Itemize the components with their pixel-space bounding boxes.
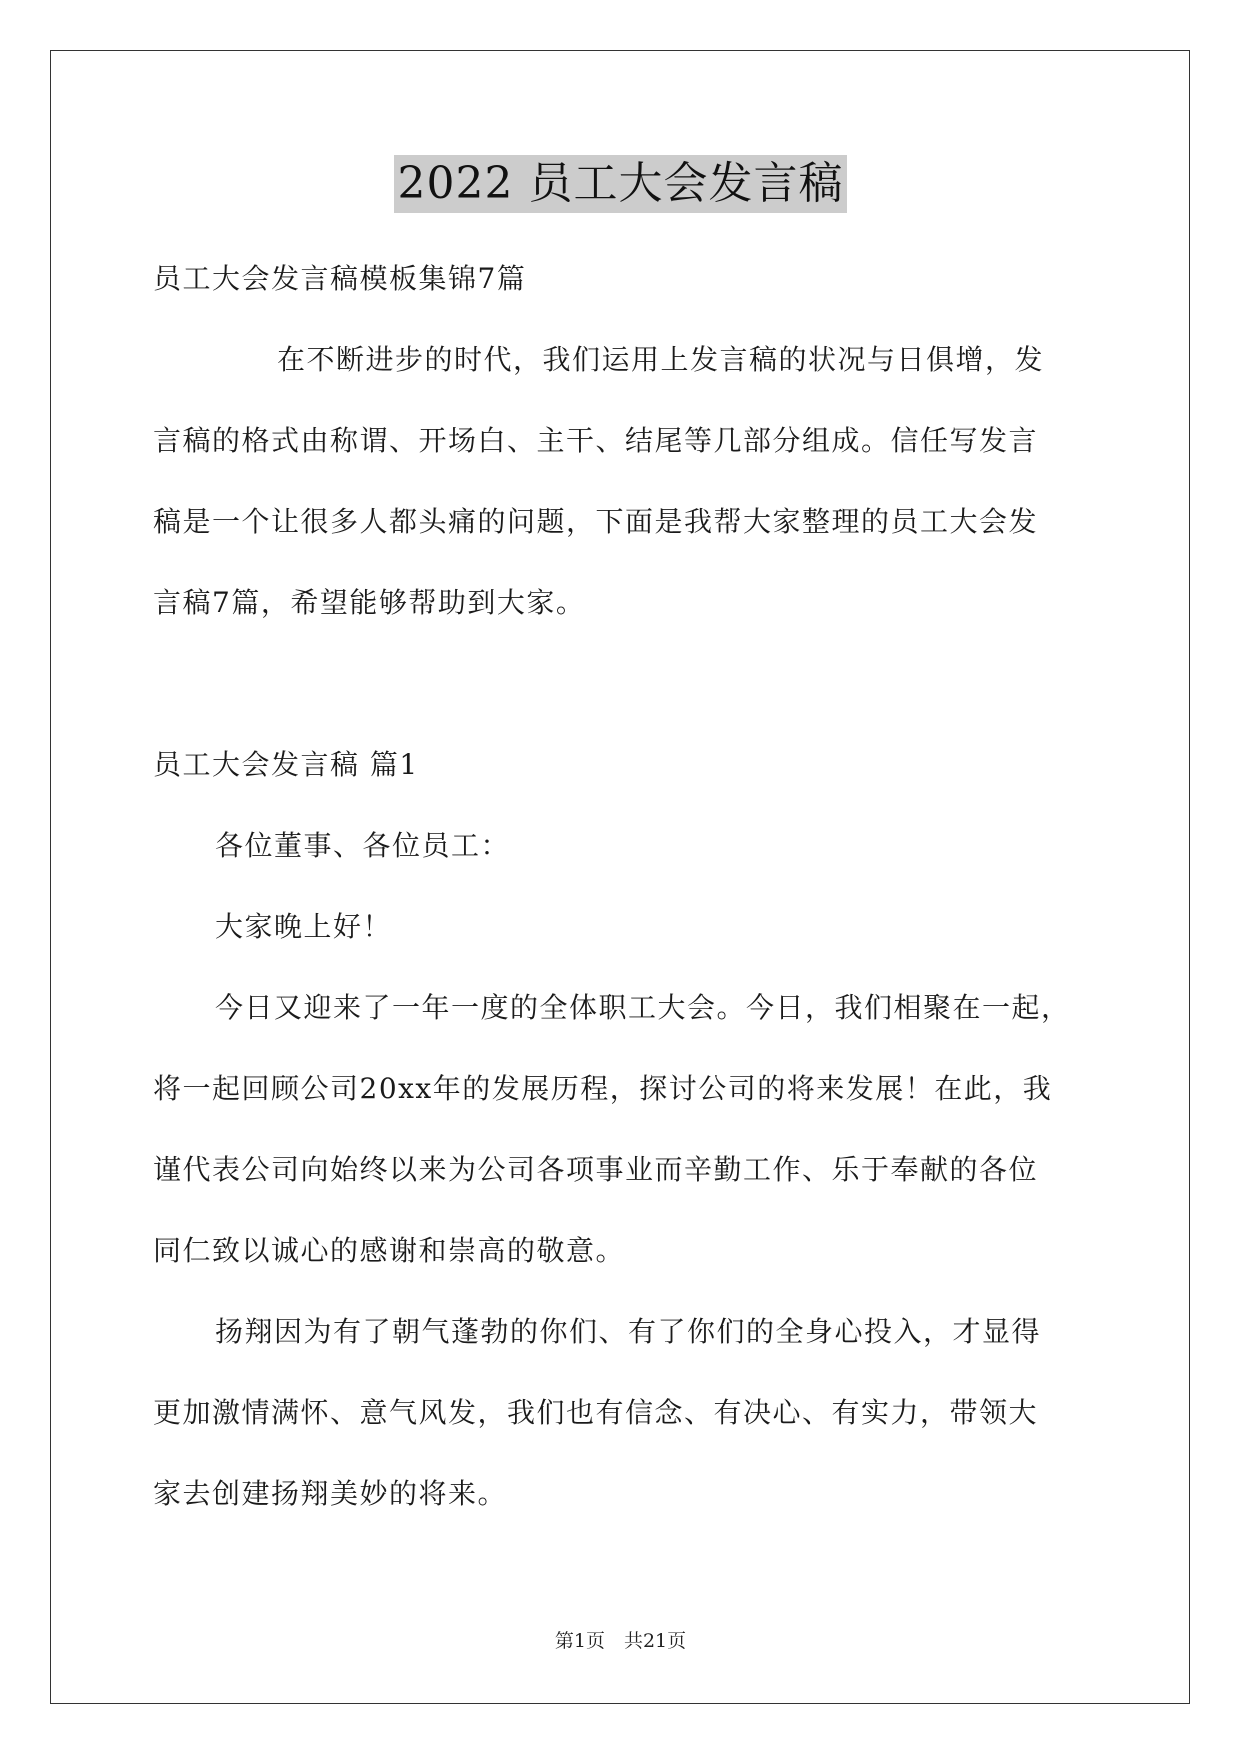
paragraph-line: 谨代表公司向始终以来为公司各项事业而辛勤工作、乐于奉献的各位: [153, 1153, 1039, 1186]
intro-line: 稿是一个让很多人都头痛的问题，下面是我帮大家整理的员工大会发: [153, 505, 1039, 538]
paragraph-line: 今日又迎来了一年一度的全体职工大会。今日，我们相聚在一起，: [215, 991, 1071, 1024]
document-title: 2022 员工大会发言稿: [394, 155, 848, 213]
document-body: [153, 238, 1093, 1534]
paragraph-line: 扬翔因为有了朝气蓬勃的你们、有了你们的全身心投入，才显得: [215, 1315, 1042, 1348]
intro-line: 言稿7篇，希望能够帮助到大家。: [153, 586, 586, 619]
title-container: [0, 155, 1241, 213]
intro-line: 在不断进步的时代，我们运用上发言稿的状况与日俱增，发: [277, 343, 1045, 376]
page-number-footer: 第1页 共21页: [554, 1630, 687, 1652]
paragraph-line: 将一起回顾公司20xx年的发展历程，探讨公司的将来发展！在此，我: [153, 1072, 1053, 1105]
greeting: 大家晚上好！: [215, 910, 393, 943]
intro-line: 言稿的格式由称谓、开场白、主干、结尾等几部分组成。信任写发言: [153, 424, 1039, 457]
paragraph-line: 更加激情满怀、意气风发，我们也有信念、有决心、有实力，带领大: [153, 1396, 1039, 1429]
section-heading: 员工大会发言稿 篇1: [153, 748, 419, 781]
document-subtitle: 员工大会发言稿模板集锦7篇: [153, 262, 527, 295]
paragraph-line: 同仁致以诚心的感谢和崇高的敬意。: [153, 1234, 626, 1267]
paragraph-line: 家去创建扬翔美妙的将来。: [153, 1477, 508, 1510]
salutation: 各位董事、各位员工：: [215, 829, 511, 862]
